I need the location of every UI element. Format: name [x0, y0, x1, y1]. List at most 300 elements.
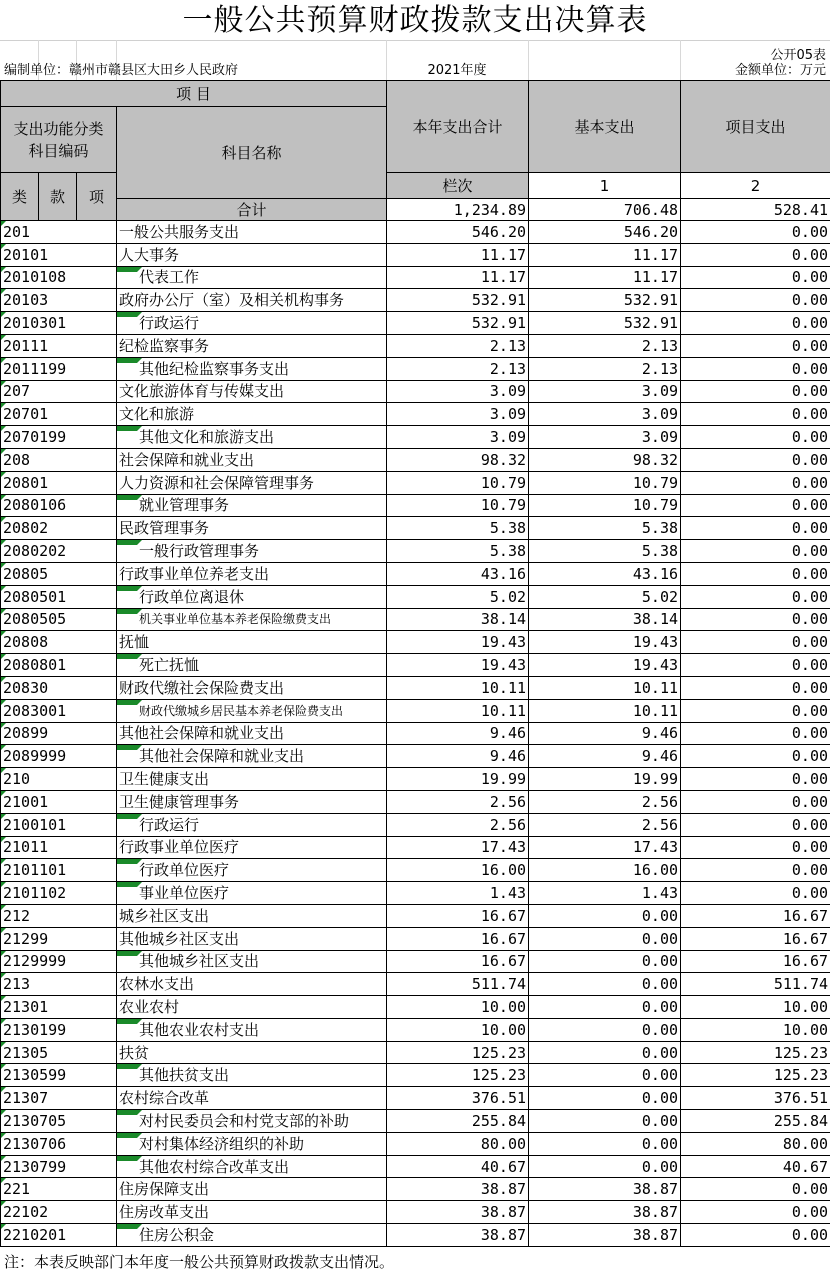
table-row: [1, 996, 830, 1019]
subject-name-text: 事业单位医疗: [139, 884, 230, 902]
cell-marker-icon: [117, 745, 142, 750]
total-expenditure-cell: 16.67: [387, 904, 529, 927]
col-basic-header: 基本支出: [529, 81, 681, 173]
cell-marker-icon: [1, 1042, 6, 1047]
project-expenditure-cell: 0.00: [681, 836, 830, 859]
basic-expenditure-cell: 9.46: [529, 722, 681, 745]
subject-name-text: 财政代缴社会保险费支出: [119, 678, 285, 697]
subject-code: [1, 813, 117, 836]
subject-code: [1, 631, 117, 654]
project-expenditure-cell: 10.00: [681, 1018, 830, 1041]
table-row: [1, 380, 830, 403]
cell-marker-icon: [117, 1110, 142, 1115]
basic-expenditure-cell: 9.46: [529, 745, 681, 768]
cell-marker-icon: [1, 517, 6, 522]
subject-name-text: 其他农业农村支出: [139, 1020, 260, 1039]
cell-marker-icon: [1, 1156, 6, 1161]
subject-name-text: 行政运行: [139, 314, 200, 333]
cell-marker-icon: [1, 745, 6, 750]
col-project-header: 项目支出: [681, 81, 830, 173]
subject-code: [1, 904, 117, 927]
page-title: 一般公共预算财政拨款支出决算表: [182, 3, 648, 38]
subject-name: [117, 699, 387, 722]
subject-name-text: 农业农村: [119, 997, 180, 1016]
subject-name-text: 其他社会保障和就业支出: [139, 747, 305, 766]
col-total-header: 本年支出合计: [387, 81, 529, 173]
table-row: [1, 859, 830, 882]
subject-name: [117, 1041, 387, 1064]
project-expenditure-cell: 376.51: [681, 1087, 830, 1110]
subject-code-text: 21305: [3, 1043, 49, 1062]
subject-code: [1, 471, 117, 494]
cell-marker-icon: [1, 1133, 6, 1138]
basic-expenditure-cell: 3.09: [529, 380, 681, 403]
basic-expenditure-cell: 5.02: [529, 585, 681, 608]
total-expenditure-cell: 38.87: [387, 1201, 529, 1224]
subject-name-text: 社会保障和就业支出: [119, 450, 255, 469]
subject-name: [117, 243, 387, 266]
total-expenditure-cell: 511.74: [387, 973, 529, 996]
project-expenditure-cell: 0.00: [681, 790, 830, 813]
subject-name: [117, 1064, 387, 1087]
subject-name: [117, 973, 387, 996]
subject-code: [1, 699, 117, 722]
subject-name-text: 其他社会保障和就业支出: [119, 724, 285, 743]
total-expenditure-cell: 38.87: [387, 1178, 529, 1201]
cell-marker-icon: [117, 540, 142, 545]
cell-marker-icon: [1, 631, 6, 636]
cell-marker-icon: [1, 244, 6, 249]
subject-code-text: 2080501: [3, 587, 67, 606]
subject-name: [117, 1178, 387, 1201]
basic-expenditure-cell: 0.00: [529, 973, 681, 996]
total-expenditure-cell: 2.56: [387, 790, 529, 813]
table-row: [1, 813, 830, 836]
subject-code: [1, 1018, 117, 1041]
total-expenditure-cell: 255.84: [387, 1110, 529, 1133]
project-expenditure-cell: 0.00: [681, 722, 830, 745]
table-row: [1, 334, 830, 357]
subject-name-text: 行政单位医疗: [139, 861, 230, 880]
subject-name-text: 扶贫: [119, 1043, 150, 1062]
table-row: [1, 1224, 830, 1247]
total-expenditure-cell: 10.00: [387, 1018, 529, 1041]
expenditure-table: [0, 80, 830, 1247]
cell-marker-icon: [117, 814, 142, 819]
cell-marker-icon: [1, 814, 6, 819]
subject-code-text: 21299: [3, 929, 49, 948]
total-col3: 528.41: [681, 199, 830, 221]
subject-code-text: 2130706: [3, 1134, 67, 1153]
subject-code: [1, 927, 117, 950]
subject-code: [1, 221, 117, 244]
project-expenditure-cell: 0.00: [681, 1201, 830, 1224]
subject-code-text: 2129999: [3, 952, 67, 971]
subject-name-text: 住房保障支出: [119, 1180, 210, 1199]
cell-marker-icon: [1, 882, 6, 887]
cell-marker-icon: [1, 1224, 6, 1229]
table-row: [1, 904, 830, 927]
table-row: [1, 1041, 830, 1064]
subject-code-text: 201: [3, 222, 31, 241]
table-row: [1, 221, 830, 244]
project-expenditure-cell: 125.23: [681, 1064, 830, 1087]
project-expenditure-cell: 0.00: [681, 266, 830, 289]
subject-name-text: 住房改革支出: [119, 1203, 210, 1222]
subject-name: [117, 722, 387, 745]
subject-name: [117, 289, 387, 312]
subject-code-text: 2101102: [3, 884, 67, 902]
total-expenditure-cell: 2.13: [387, 357, 529, 380]
cell-marker-icon: [1, 951, 6, 956]
subject-name-text: 一般公共服务支出: [119, 222, 240, 241]
lei-header: 类: [1, 173, 39, 221]
project-expenditure-cell: 0.00: [681, 403, 830, 426]
subject-code-text: 2101101: [3, 861, 67, 880]
basic-expenditure-cell: 2.56: [529, 790, 681, 813]
project-expenditure-cell: 80.00: [681, 1132, 830, 1155]
table-row: [1, 426, 830, 449]
subject-code: [1, 676, 117, 699]
subject-code-text: 20805: [3, 564, 49, 583]
cell-marker-icon: [1, 403, 6, 408]
total-col2: 706.48: [529, 199, 681, 221]
subject-code-text: 2010301: [3, 314, 67, 333]
subject-code: [1, 1178, 117, 1201]
basic-expenditure-cell: 10.11: [529, 699, 681, 722]
subject-name: [117, 540, 387, 563]
subject-name-text: 其他纪检监察事务支出: [139, 359, 290, 378]
basic-expenditure-cell: 0.00: [529, 1041, 681, 1064]
total-expenditure-cell: 5.02: [387, 585, 529, 608]
cell-marker-icon: [117, 1156, 142, 1161]
lanci-header: 栏次: [387, 173, 529, 199]
subject-name-text: 纪检监察事务: [119, 336, 210, 355]
total-expenditure-cell: 5.38: [387, 517, 529, 540]
subject-code: [1, 950, 117, 973]
cell-marker-icon: [1, 837, 6, 842]
project-expenditure-cell: 0.00: [681, 312, 830, 335]
cell-marker-icon: [117, 1224, 142, 1229]
cell-marker-icon: [117, 654, 142, 659]
total-expenditure-cell: 3.09: [387, 403, 529, 426]
subject-name-text: 农村综合改革: [119, 1089, 210, 1108]
subject-code-text: 21011: [3, 838, 49, 857]
basic-expenditure-cell: 0.00: [529, 1155, 681, 1178]
subject-code-text: 2083001: [3, 701, 67, 720]
subject-name: [117, 904, 387, 927]
subject-name: [117, 836, 387, 859]
subject-name-text: 人力资源和社会保障管理事务: [119, 473, 315, 492]
project-expenditure-cell: 0.00: [681, 334, 830, 357]
subject-name: [117, 471, 387, 494]
basic-expenditure-cell: 11.17: [529, 266, 681, 289]
basic-expenditure-cell: 0.00: [529, 950, 681, 973]
subject-name-text: 其他文化和旅游支出: [139, 428, 275, 447]
basic-expenditure-cell: 19.99: [529, 768, 681, 791]
project-expenditure-cell: 0.00: [681, 289, 830, 312]
table-row: [1, 289, 830, 312]
subject-code: [1, 859, 117, 882]
subject-code: [1, 608, 117, 631]
table-row: [1, 745, 830, 768]
basic-expenditure-cell: 0.00: [529, 996, 681, 1019]
subject-name: [117, 426, 387, 449]
subject-code: [1, 882, 117, 905]
table-row: [1, 266, 830, 289]
subject-code-text: 20830: [3, 678, 49, 697]
project-expenditure-cell: 0.00: [681, 1224, 830, 1247]
cell-marker-icon: [1, 335, 6, 340]
basic-expenditure-cell: 38.87: [529, 1201, 681, 1224]
subject-name: [117, 494, 387, 517]
subject-name-text: 卫生健康管理事务: [119, 792, 240, 811]
subject-name-text: 文化和旅游: [119, 405, 195, 424]
subject-name-text: 行政单位离退休: [139, 587, 245, 606]
total-expenditure-cell: 376.51: [387, 1087, 529, 1110]
cell-marker-icon: [117, 609, 142, 614]
project-expenditure-cell: 125.23: [681, 1041, 830, 1064]
subject-name-text: 财政代缴城乡居民基本养老保险费支出: [139, 703, 344, 718]
basic-expenditure-cell: 0.00: [529, 904, 681, 927]
total-expenditure-cell: 546.20: [387, 221, 529, 244]
subject-code-text: 2010108: [3, 268, 67, 287]
table-row: [1, 357, 830, 380]
total-expenditure-cell: 125.23: [387, 1064, 529, 1087]
table-row: [1, 1110, 830, 1133]
subject-code-text: 21001: [3, 792, 49, 811]
total-expenditure-cell: 16.67: [387, 950, 529, 973]
column-guide: [528, 40, 529, 80]
cell-marker-icon: [1, 1201, 6, 1206]
subject-code: [1, 562, 117, 585]
total-expenditure-cell: 532.91: [387, 312, 529, 335]
subject-name: [117, 380, 387, 403]
subject-code-text: 20899: [3, 724, 49, 743]
basic-expenditure-cell: 38.14: [529, 608, 681, 631]
subject-code: [1, 722, 117, 745]
total-row: [1, 199, 830, 221]
subject-name-text: 人大事务: [119, 245, 180, 264]
basic-expenditure-cell: 0.00: [529, 1064, 681, 1087]
subject-name: [117, 813, 387, 836]
table-row: [1, 471, 830, 494]
cell-marker-icon: [1, 289, 6, 294]
subject-name: [117, 448, 387, 471]
subject-code-text: 2070199: [3, 428, 67, 447]
total-expenditure-cell: 80.00: [387, 1132, 529, 1155]
form-code: 公开05表: [770, 48, 826, 63]
cell-marker-icon: [1, 1087, 6, 1092]
total-expenditure-cell: 98.32: [387, 448, 529, 471]
total-expenditure-cell: 10.79: [387, 494, 529, 517]
total-expenditure-cell: 10.79: [387, 471, 529, 494]
kuan-header: 款: [39, 173, 77, 221]
subject-name: [117, 654, 387, 677]
project-expenditure-cell: 0.00: [681, 676, 830, 699]
column-guide: [680, 40, 681, 80]
subject-name: [117, 562, 387, 585]
project-expenditure-cell: 0.00: [681, 494, 830, 517]
subject-name-text: 卫生健康支出: [119, 770, 210, 789]
cell-marker-icon: [117, 700, 142, 705]
table-row: [1, 494, 830, 517]
subject-code: [1, 836, 117, 859]
total-expenditure-cell: 19.43: [387, 654, 529, 677]
subject-name: [117, 768, 387, 791]
subject-name-text: 民政管理事务: [119, 519, 210, 538]
table-row: [1, 562, 830, 585]
cell-marker-icon: [117, 882, 142, 887]
cell-marker-icon: [117, 951, 142, 956]
subject-name: [117, 1201, 387, 1224]
basic-expenditure-cell: 5.38: [529, 517, 681, 540]
table-row: [1, 1064, 830, 1087]
table-row: [1, 1155, 830, 1178]
cell-marker-icon: [117, 312, 142, 317]
cell-marker-icon: [1, 996, 6, 1001]
total-expenditure-cell: 11.17: [387, 243, 529, 266]
total-expenditure-cell: 2.13: [387, 334, 529, 357]
total-expenditure-cell: 17.43: [387, 836, 529, 859]
subject-code-text: 20101: [3, 245, 49, 264]
total-expenditure-cell: 1.43: [387, 882, 529, 905]
cell-marker-icon: [117, 859, 142, 864]
cell-marker-icon: [1, 449, 6, 454]
subject-code: [1, 517, 117, 540]
subject-code: [1, 1155, 117, 1178]
cell-marker-icon: [117, 426, 142, 431]
subject-code-text: 2130705: [3, 1111, 67, 1130]
subject-code-text: 221: [3, 1180, 31, 1199]
subject-code: [1, 1110, 117, 1133]
subject-name-text: 一般行政管理事务: [139, 542, 260, 561]
subject-code-text: 2210201: [3, 1225, 67, 1244]
project-expenditure-cell: 0.00: [681, 517, 830, 540]
subject-name-text: 农林水支出: [119, 975, 195, 994]
subject-code-text: 213: [3, 975, 31, 994]
total-expenditure-cell: 11.17: [387, 266, 529, 289]
basic-expenditure-cell: 98.32: [529, 448, 681, 471]
cell-marker-icon: [1, 973, 6, 978]
subject-code-text: 210: [3, 770, 31, 789]
cell-marker-icon: [1, 791, 6, 796]
basic-expenditure-cell: 3.09: [529, 403, 681, 426]
table-row: [1, 1178, 830, 1201]
basic-expenditure-cell: 0.00: [529, 927, 681, 950]
subject-name: [117, 266, 387, 289]
basic-expenditure-cell: 1.43: [529, 882, 681, 905]
basic-expenditure-cell: 2.56: [529, 813, 681, 836]
table-row: [1, 676, 830, 699]
project-expenditure-cell: 0.00: [681, 859, 830, 882]
subject-name-text: 就业管理事务: [139, 496, 230, 515]
subject-code-text: 20808: [3, 633, 49, 652]
subject-name: [117, 996, 387, 1019]
subject-name-text: 行政事业单位医疗: [119, 838, 240, 857]
subject-code: [1, 380, 117, 403]
table-row: [1, 790, 830, 813]
cell-marker-icon: [1, 540, 6, 545]
subject-name: [117, 950, 387, 973]
cell-marker-icon: [117, 1019, 142, 1024]
subject-code-text: 22102: [3, 1203, 49, 1222]
subject-name-text: 其他城乡社区支出: [119, 929, 240, 948]
subject-code: [1, 1041, 117, 1064]
subject-code: [1, 1201, 117, 1224]
cell-marker-icon: [117, 267, 142, 272]
cell-marker-icon: [1, 700, 6, 705]
subject-name: [117, 1110, 387, 1133]
project-expenditure-cell: 0.00: [681, 813, 830, 836]
subject-name-text: 机关事业单位基本养老保险缴费支出: [139, 612, 332, 627]
subject-code-text: 2089999: [3, 747, 67, 766]
col-number-2: 2: [681, 173, 830, 199]
subject-code: [1, 790, 117, 813]
compiling-unit: 编制单位：赣州市赣县区大田乡人民政府: [4, 63, 239, 78]
basic-expenditure-cell: 5.38: [529, 540, 681, 563]
table-row: [1, 973, 830, 996]
subject-code-text: 2130199: [3, 1020, 67, 1039]
subject-name: [117, 631, 387, 654]
table-row: [1, 585, 830, 608]
subject-code: [1, 312, 117, 335]
basic-expenditure-cell: 10.11: [529, 676, 681, 699]
subject-code: [1, 426, 117, 449]
total-expenditure-cell: 16.67: [387, 927, 529, 950]
table-row: [1, 950, 830, 973]
subject-code-text: 21307: [3, 1089, 49, 1108]
subject-code: [1, 243, 117, 266]
subject-name: [117, 859, 387, 882]
cell-marker-icon: [1, 609, 6, 614]
project-expenditure-cell: 0.00: [681, 1178, 830, 1201]
cell-marker-icon: [1, 768, 6, 773]
total-expenditure-cell: 19.43: [387, 631, 529, 654]
project-expenditure-cell: 0.00: [681, 631, 830, 654]
table-row: [1, 1018, 830, 1041]
basic-expenditure-cell: 3.09: [529, 426, 681, 449]
total-expenditure-cell: 10.11: [387, 676, 529, 699]
basic-expenditure-cell: 532.91: [529, 289, 681, 312]
cell-marker-icon: [1, 381, 6, 386]
table-row: [1, 1087, 830, 1110]
subject-name-text: 代表工作: [139, 268, 200, 287]
cell-marker-icon: [1, 1064, 6, 1069]
subject-name-text: 行政运行: [139, 815, 200, 834]
blank-row: [0, 40, 830, 63]
subject-name-text: 其他城乡社区支出: [139, 952, 260, 971]
basic-expenditure-cell: 2.13: [529, 357, 681, 380]
basic-expenditure-cell: 16.00: [529, 859, 681, 882]
basic-expenditure-cell: 17.43: [529, 836, 681, 859]
subject-name: [117, 927, 387, 950]
table-row: [1, 768, 830, 791]
total-expenditure-cell: 38.14: [387, 608, 529, 631]
total-expenditure-cell: 5.38: [387, 540, 529, 563]
subject-name: [117, 1132, 387, 1155]
project-expenditure-cell: 0.00: [681, 562, 830, 585]
subject-code-text: 212: [3, 906, 31, 925]
cell-marker-icon: [1, 928, 6, 933]
subject-code-text: 20802: [3, 519, 49, 538]
cell-marker-icon: [1, 1178, 6, 1183]
basic-expenditure-cell: 38.87: [529, 1224, 681, 1247]
code-group-header: 支出功能分类 科目编码: [1, 107, 117, 173]
project-expenditure-cell: 0.00: [681, 357, 830, 380]
table-row: [1, 882, 830, 905]
subject-code: [1, 357, 117, 380]
